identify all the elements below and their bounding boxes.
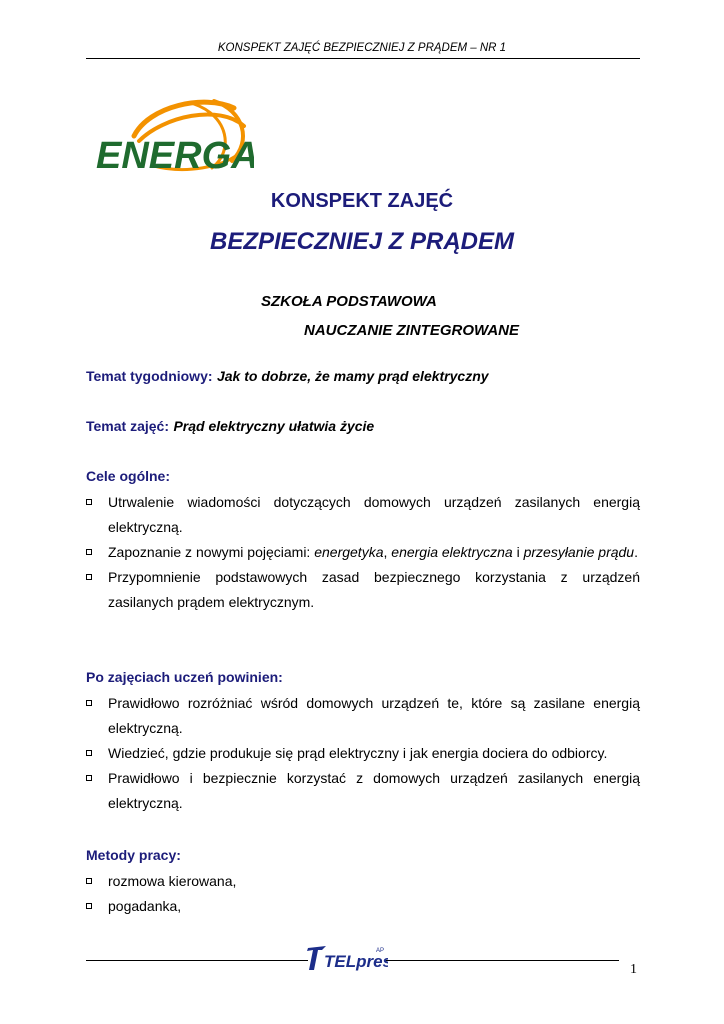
lesson-topic [86, 418, 374, 436]
list-item: Wiedzieć, gdzie produkuje się prąd elektryczny i jak energia dociera do odbiorcy. [86, 741, 640, 766]
header-text: KONSPEKT ZAJĘĆ BEZPIECZNIEJ Z PRĄDEM – NR 1 [217, 42, 507, 54]
weekly-topic-value: Jak to dobrze, że mamy prąd elektryczny [216, 368, 489, 384]
square-bullet-icon [86, 499, 92, 505]
square-bullet-icon [86, 700, 92, 706]
footer-rule-right [385, 960, 619, 961]
document-title-line1: KONSPEKT ZAJĘĆ [270, 190, 454, 212]
energa-logo-text: ENERGA [96, 135, 254, 176]
footer-rule-left [86, 960, 308, 961]
teaching-mode: NAUCZANIE ZINTEGROWANE [304, 322, 519, 339]
outcomes-heading: Po zajęciach uczeń powinien: [86, 669, 283, 685]
list-item: Prawidłowo i bezpiecznie korzystać z domowych urządzeń zasilanych energią elektryczną. [86, 766, 640, 816]
square-bullet-icon [86, 549, 92, 555]
list-item: Zapoznanie z nowymi pojęciami: energetyka, energia elektryczna i przesyłanie prądu. [86, 540, 640, 565]
energa-logo [94, 96, 254, 181]
header-rule [86, 58, 640, 59]
list-item: pogadanka, [86, 894, 640, 919]
lesson-topic-value: Prąd elektryczny ułatwia życie [173, 418, 375, 434]
methods-list [86, 869, 640, 919]
page-number: 1 [630, 962, 637, 977]
square-bullet-icon [86, 775, 92, 781]
general-goals-list [86, 490, 640, 615]
list-item: Utrwalenie wiadomości dotyczących domowych urządzeń zasilanych energią elektryczną. [86, 490, 640, 540]
school-level: SZKOŁA PODSTAWOWA [261, 293, 437, 310]
square-bullet-icon [86, 750, 92, 756]
telpress-logo [304, 940, 388, 981]
square-bullet-icon [86, 878, 92, 884]
list-item: rozmowa kierowana, [86, 869, 640, 894]
telpress-logo-text: TELpre [324, 952, 383, 971]
telpress-badge: AP [376, 948, 385, 954]
document-title-line2: BEZPIECZNIEJ Z PRĄDEM [209, 228, 515, 255]
weekly-topic-label: Temat tygodniowy: [86, 368, 213, 384]
methods-heading: Metody pracy: [86, 847, 181, 863]
square-bullet-icon [86, 574, 92, 580]
lesson-topic-label: Temat zajęć: [86, 418, 169, 434]
outcomes-list [86, 691, 640, 816]
list-item: Przypomnienie podstawowych zasad bezpiecznego korzystania z urządzeń zasilanych prądem elektrycznym. [86, 565, 640, 615]
general-goals-heading: Cele ogólne: [86, 468, 171, 484]
weekly-topic [86, 368, 489, 386]
square-bullet-icon [86, 903, 92, 909]
list-item: Prawidłowo rozróżniać wśród domowych urządzeń te, które są zasilane energią elektryczną. [86, 691, 640, 741]
